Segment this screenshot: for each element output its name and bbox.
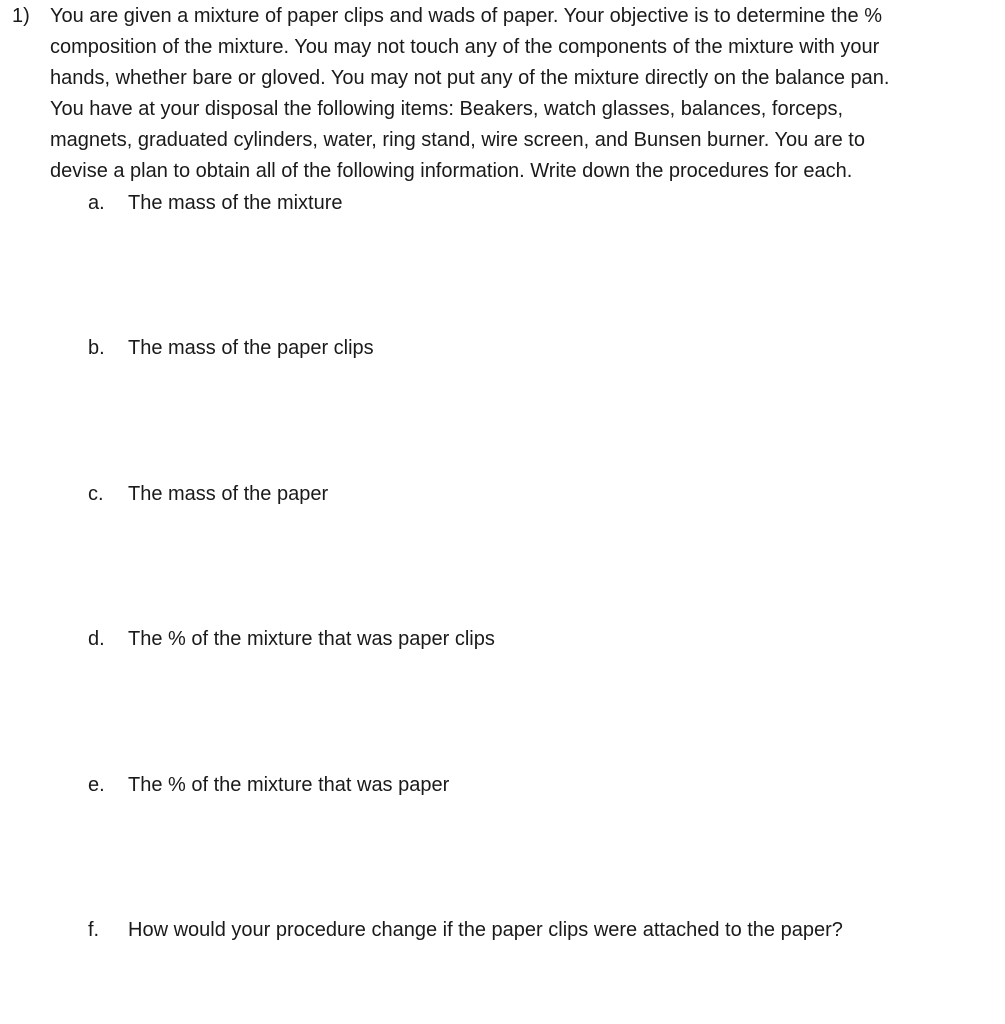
sub-question-text: How would your procedure change if the paper clips were attached to the paper? [128,919,843,941]
question-line-2: composition of the mixture. You may not touch any of the components of the mixture with your [50,36,880,58]
sub-question-letter: d. [88,628,105,650]
question-line-1: You are given a mixture of paper clips and wads of paper. Your objective is to determine the % [50,5,882,27]
sub-question-letter: b. [88,337,105,359]
sub-question-text: The mass of the mixture [128,192,343,214]
question-line-3: hands, whether bare or gloved. You may not put any of the mixture directly on the balance pan. [50,67,890,89]
sub-question-letter: f. [88,919,100,941]
question-line-6: devise a plan to obtain all of the following information. Write down the procedures for each. [50,160,853,182]
question-number: 1) [12,5,30,27]
question-line-4: You have at your disposal the following items: Beakers, watch glasses, balances, forceps, [50,98,844,120]
question-line-5: magnets, graduated cylinders, water, ring stand, wire screen, and Bunsen burner. You are to [50,129,865,151]
question-prompt [50,1,995,187]
sub-question-text: The mass of the paper [128,483,329,505]
sub-question-letter: e. [88,774,105,796]
sub-question-text: The % of the mixture that was paper clips [128,628,495,650]
sub-question-letter: c. [88,483,104,505]
sub-question-text: The % of the mixture that was paper [128,774,450,796]
sub-question-letter: a. [88,192,105,214]
sub-question-text: The mass of the paper clips [128,337,374,359]
